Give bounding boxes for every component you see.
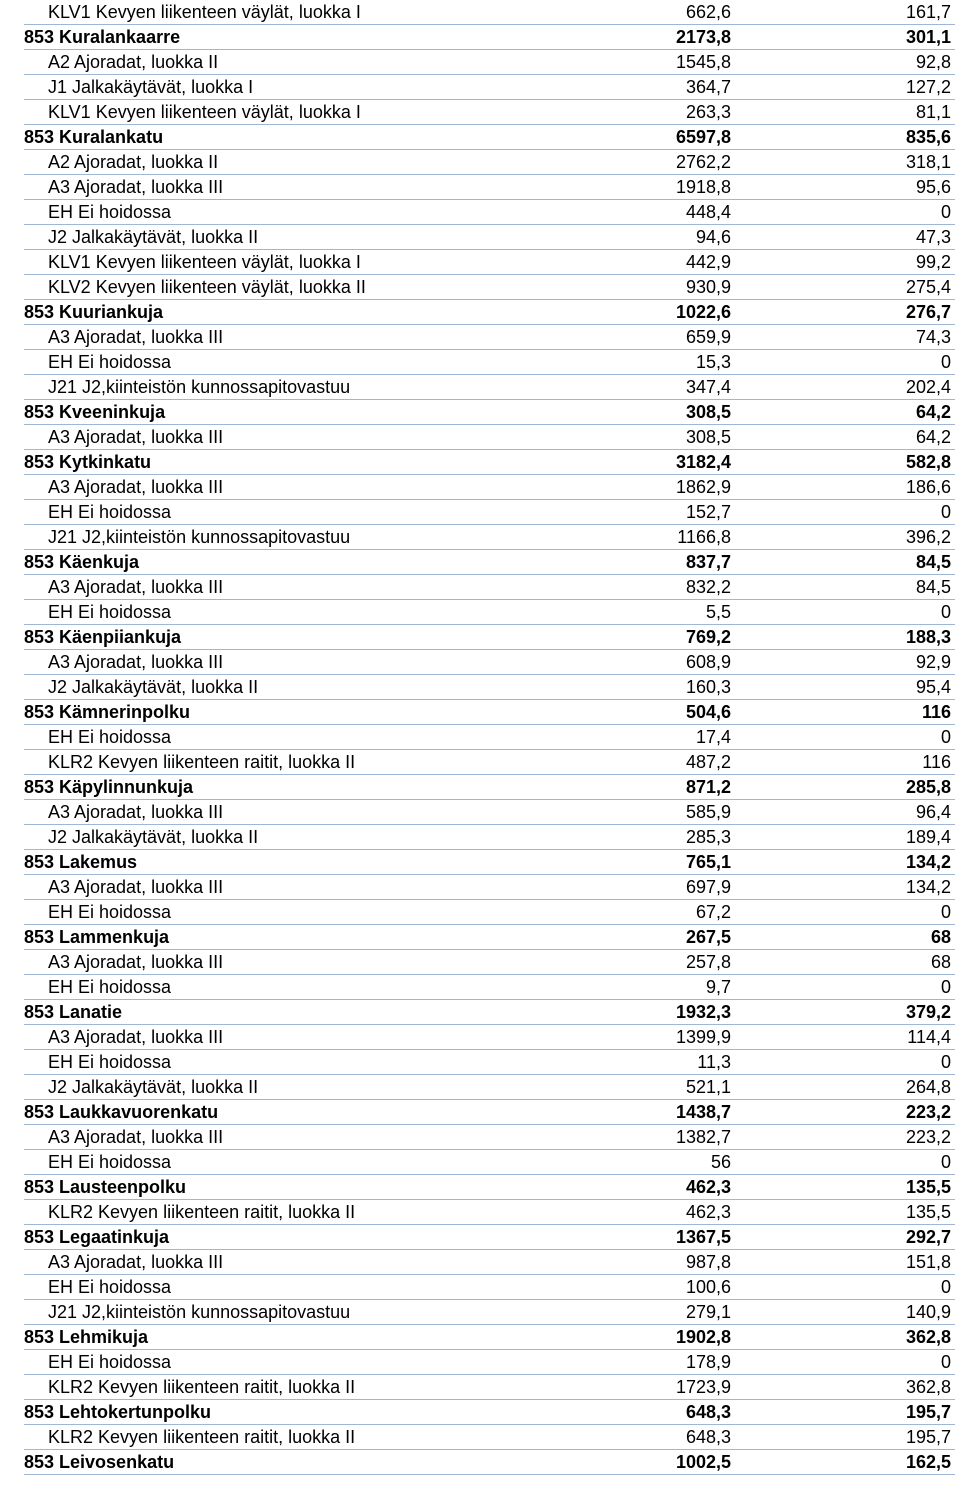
street-total-row <box>24 1325 955 1350</box>
length-value: 114,4 <box>907 1027 951 1047</box>
area-value: 608,9 <box>685 652 731 672</box>
category-row <box>24 1075 955 1100</box>
area-value: 462,3 <box>685 1177 731 1197</box>
length-value: 134,2 <box>905 877 951 897</box>
area-value: 648,3 <box>685 1402 731 1422</box>
street-total-row <box>24 450 955 475</box>
length-value: 95,4 <box>915 677 951 697</box>
category-row <box>24 575 955 600</box>
street-name: 853 Kytkinkatu <box>24 452 152 472</box>
category-row <box>24 375 955 400</box>
area-value: 267,5 <box>685 927 731 947</box>
area-value: 9,7 <box>705 977 731 997</box>
street-name: 853 Kämnerinpolku <box>24 702 191 722</box>
area-value: 832,2 <box>685 577 731 597</box>
area-value: 5,5 <box>705 602 731 622</box>
category-label: A2 Ajoradat, luokka II <box>48 152 219 172</box>
area-value: 2173,8 <box>675 27 731 47</box>
street-total-row <box>24 1400 955 1425</box>
area-value: 3182,4 <box>675 452 731 472</box>
length-value: 95,6 <box>915 177 951 197</box>
street-total-row <box>24 400 955 425</box>
length-value: 0 <box>940 1152 951 1172</box>
area-value: 11,3 <box>697 1052 731 1072</box>
street-total-row <box>24 1100 955 1125</box>
category-label: KLV1 Kevyen liikenteen väylät, luokka I <box>48 2 361 22</box>
area-value: 100,6 <box>685 1277 731 1297</box>
category-label: A3 Ajoradat, luokka III <box>48 802 224 822</box>
length-value: 0 <box>940 1052 951 1072</box>
category-row <box>24 950 955 975</box>
category-row <box>24 825 955 850</box>
category-row <box>24 200 955 225</box>
length-value: 116 <box>921 702 951 722</box>
length-value: 68 <box>930 952 951 972</box>
category-label: A3 Ajoradat, luokka III <box>48 1127 224 1147</box>
category-label: EH Ei hoidossa <box>48 602 172 622</box>
area-value: 504,6 <box>685 702 731 722</box>
length-value: 135,5 <box>905 1177 951 1197</box>
area-value: 285,3 <box>685 827 731 847</box>
length-value: 189,4 <box>905 827 951 847</box>
length-value: 64,2 <box>915 427 951 447</box>
street-total-row <box>24 1450 955 1475</box>
length-value: 99,2 <box>915 252 951 272</box>
length-value: 362,8 <box>905 1377 951 1397</box>
category-row <box>24 975 955 1000</box>
street-name: 853 Legaatinkuja <box>24 1227 170 1247</box>
area-value: 308,5 <box>685 427 731 447</box>
category-label: EH Ei hoidossa <box>48 1152 172 1172</box>
area-value: 56 <box>710 1152 731 1172</box>
street-name: 853 Lehtokertunpolku <box>24 1402 212 1422</box>
area-value: 837,7 <box>685 552 731 572</box>
area-value: 1932,3 <box>675 1002 731 1022</box>
area-value: 347,4 <box>685 377 731 397</box>
area-value: 263,3 <box>685 102 731 122</box>
area-value: 765,1 <box>685 852 731 872</box>
area-value: 279,1 <box>685 1302 731 1322</box>
length-value: 186,6 <box>905 477 951 497</box>
area-value: 15,3 <box>695 352 731 372</box>
area-value: 178,9 <box>685 1352 731 1372</box>
length-value: 127,2 <box>905 77 951 97</box>
area-value: 1723,9 <box>675 1377 731 1397</box>
area-value: 871,2 <box>685 777 731 797</box>
area-value: 152,7 <box>685 502 731 522</box>
length-value: 285,8 <box>905 777 951 797</box>
area-value: 462,3 <box>685 1202 731 1222</box>
length-value: 84,5 <box>915 577 951 597</box>
category-row <box>24 0 955 25</box>
length-value: 0 <box>940 977 951 997</box>
category-row <box>24 525 955 550</box>
category-row <box>24 1375 955 1400</box>
length-value: 264,8 <box>905 1077 951 1097</box>
category-label: KLV1 Kevyen liikenteen väylät, luokka I <box>48 252 361 272</box>
street-name: 853 Käenkuja <box>24 552 140 572</box>
category-row <box>24 600 955 625</box>
street-total-row <box>24 700 955 725</box>
area-value: 6597,8 <box>675 127 731 147</box>
street-total-row <box>24 300 955 325</box>
street-total-row <box>24 1175 955 1200</box>
street-name: 853 Leivosenkatu <box>24 1452 175 1472</box>
area-value: 67,2 <box>695 902 731 922</box>
data-table <box>24 0 955 1475</box>
category-row <box>24 1150 955 1175</box>
category-label: EH Ei hoidossa <box>48 902 172 922</box>
length-value: 135,5 <box>905 1202 951 1222</box>
street-name: 853 Lausteenpolku <box>24 1177 187 1197</box>
area-value: 308,5 <box>685 402 731 422</box>
street-total-row <box>24 625 955 650</box>
length-value: 318,1 <box>905 152 951 172</box>
length-value: 68 <box>930 927 951 947</box>
area-value: 487,2 <box>685 752 731 772</box>
street-name: 853 Lehmikuja <box>24 1327 149 1347</box>
length-value: 379,2 <box>905 1002 951 1022</box>
category-row <box>24 1050 955 1075</box>
length-value: 162,5 <box>905 1452 951 1472</box>
category-row <box>24 1125 955 1150</box>
area-value: 17,4 <box>695 727 731 747</box>
area-value: 659,9 <box>685 327 731 347</box>
category-label: EH Ei hoidossa <box>48 1052 172 1072</box>
category-label: KLR2 Kevyen liikenteen raitit, luokka II <box>48 1377 356 1397</box>
category-row <box>24 1350 955 1375</box>
category-row <box>24 1200 955 1225</box>
street-total-row <box>24 550 955 575</box>
category-label: EH Ei hoidossa <box>48 502 172 522</box>
category-row <box>24 150 955 175</box>
category-label: J2 Jalkakäytävät, luokka II <box>48 827 259 847</box>
street-total-row <box>24 1000 955 1025</box>
length-value: 276,7 <box>905 302 951 322</box>
category-row <box>24 350 955 375</box>
category-row <box>24 250 955 275</box>
category-row <box>24 1025 955 1050</box>
category-row <box>24 225 955 250</box>
area-value: 1399,9 <box>675 1027 731 1047</box>
area-value: 1367,5 <box>675 1227 731 1247</box>
length-value: 188,3 <box>905 627 951 647</box>
category-label: J2 Jalkakäytävät, luokka II <box>48 677 259 697</box>
length-value: 151,8 <box>905 1252 951 1272</box>
category-row <box>24 1425 955 1450</box>
category-label: A3 Ajoradat, luokka III <box>48 652 224 672</box>
area-value: 448,4 <box>685 202 731 222</box>
area-value: 1022,6 <box>675 302 731 322</box>
category-row <box>24 500 955 525</box>
category-label: J2 Jalkakäytävät, luokka II <box>48 1077 259 1097</box>
street-total-row <box>24 850 955 875</box>
area-value: 662,6 <box>685 2 731 22</box>
area-value: 1382,7 <box>675 1127 731 1147</box>
street-name: 853 Lammenkuja <box>24 927 170 947</box>
category-label: EH Ei hoidossa <box>48 1277 172 1297</box>
street-name: 853 Käenpiiankuja <box>24 627 182 647</box>
category-row <box>24 675 955 700</box>
category-row <box>24 800 955 825</box>
street-total-row <box>24 1225 955 1250</box>
length-value: 161,7 <box>905 2 951 22</box>
category-label: J21 J2,kiinteistön kunnossapitovastuu <box>48 377 351 397</box>
category-label: A3 Ajoradat, luokka III <box>48 1027 224 1047</box>
length-value: 0 <box>940 602 951 622</box>
area-value: 1002,5 <box>675 1452 731 1472</box>
area-value: 521,1 <box>685 1077 731 1097</box>
category-label: J2 Jalkakäytävät, luokka II <box>48 227 259 247</box>
category-row <box>24 475 955 500</box>
length-value: 0 <box>940 1352 951 1372</box>
category-label: J21 J2,kiinteistön kunnossapitovastuu <box>48 527 351 547</box>
category-row <box>24 75 955 100</box>
length-value: 582,8 <box>905 452 951 472</box>
category-label: A2 Ajoradat, luokka II <box>48 52 219 72</box>
length-value: 301,1 <box>905 27 951 47</box>
area-value: 1862,9 <box>675 477 731 497</box>
length-value: 223,2 <box>905 1127 951 1147</box>
area-value: 1918,8 <box>675 177 731 197</box>
street-name: 853 Lanatie <box>24 1002 123 1022</box>
length-value: 74,3 <box>915 327 951 347</box>
area-value: 648,3 <box>685 1427 731 1447</box>
category-label: EH Ei hoidossa <box>48 1352 172 1372</box>
category-row <box>24 875 955 900</box>
category-label: KLR2 Kevyen liikenteen raitit, luokka II <box>48 1202 356 1222</box>
category-label: EH Ei hoidossa <box>48 352 172 372</box>
category-row <box>24 1275 955 1300</box>
area-value: 769,2 <box>685 627 731 647</box>
category-row <box>24 1300 955 1325</box>
area-value: 1166,8 <box>677 527 731 547</box>
length-value: 835,6 <box>905 127 951 147</box>
category-row <box>24 900 955 925</box>
category-row <box>24 1250 955 1275</box>
category-label: A3 Ajoradat, luokka III <box>48 327 224 347</box>
category-row <box>24 425 955 450</box>
length-value: 116 <box>922 752 951 772</box>
category-label: A3 Ajoradat, luokka III <box>48 577 224 597</box>
category-row <box>24 650 955 675</box>
area-value: 442,9 <box>685 252 731 272</box>
area-value: 257,8 <box>685 952 731 972</box>
area-value: 697,9 <box>685 877 731 897</box>
length-value: 84,5 <box>915 552 951 572</box>
category-row <box>24 750 955 775</box>
category-label: A3 Ajoradat, luokka III <box>48 177 224 197</box>
category-label: EH Ei hoidossa <box>48 727 172 747</box>
length-value: 195,7 <box>905 1402 951 1422</box>
category-label: KLV1 Kevyen liikenteen väylät, luokka I <box>48 102 361 122</box>
length-value: 0 <box>940 352 951 372</box>
category-label: A3 Ajoradat, luokka III <box>48 952 224 972</box>
length-value: 396,2 <box>905 527 951 547</box>
category-label: KLR2 Kevyen liikenteen raitit, luokka II <box>48 1427 356 1447</box>
category-label: J21 J2,kiinteistön kunnossapitovastuu <box>48 1302 351 1322</box>
length-value: 92,8 <box>915 52 951 72</box>
street-name: 853 Kuralankaarre <box>24 27 181 47</box>
street-name: 853 Kveeninkuja <box>24 402 166 422</box>
length-value: 47,3 <box>915 227 951 247</box>
category-row <box>24 175 955 200</box>
area-value: 987,8 <box>685 1252 731 1272</box>
length-value: 292,7 <box>905 1227 951 1247</box>
area-value: 1438,7 <box>675 1102 731 1122</box>
area-value: 364,7 <box>685 77 731 97</box>
area-value: 94,6 <box>695 227 731 247</box>
category-label: A3 Ajoradat, luokka III <box>48 427 224 447</box>
category-row <box>24 100 955 125</box>
category-row <box>24 725 955 750</box>
street-total-row <box>24 125 955 150</box>
street-total-row <box>24 775 955 800</box>
length-value: 64,2 <box>915 402 951 422</box>
length-value: 0 <box>940 902 951 922</box>
area-value: 2762,2 <box>675 152 731 172</box>
category-label: A3 Ajoradat, luokka III <box>48 877 224 897</box>
length-value: 81,1 <box>915 102 951 122</box>
category-row <box>24 50 955 75</box>
length-value: 202,4 <box>905 377 951 397</box>
street-name: 853 Laukkavuorenkatu <box>24 1102 219 1122</box>
category-label: A3 Ajoradat, luokka III <box>48 1252 224 1272</box>
street-total-row <box>24 25 955 50</box>
category-label: A3 Ajoradat, luokka III <box>48 477 224 497</box>
length-value: 140,9 <box>905 1302 951 1322</box>
length-value: 0 <box>940 202 951 222</box>
street-name: 853 Kuuriankuja <box>24 302 164 322</box>
category-row <box>24 325 955 350</box>
length-value: 275,4 <box>905 277 951 297</box>
street-name: 853 Käpylinnunkuja <box>24 777 194 797</box>
street-name: 853 Lakemus <box>24 852 138 872</box>
area-value: 160,3 <box>685 677 731 697</box>
length-value: 134,2 <box>905 852 951 872</box>
length-value: 92,9 <box>915 652 951 672</box>
length-value: 0 <box>940 727 951 747</box>
length-value: 195,7 <box>905 1427 951 1447</box>
category-label: EH Ei hoidossa <box>48 202 172 222</box>
length-value: 223,2 <box>905 1102 951 1122</box>
category-row <box>24 275 955 300</box>
street-name: 853 Kuralankatu <box>24 127 164 147</box>
area-value: 585,9 <box>685 802 731 822</box>
area-value: 930,9 <box>685 277 731 297</box>
area-value: 1902,8 <box>675 1327 731 1347</box>
length-value: 96,4 <box>915 802 951 822</box>
category-label: EH Ei hoidossa <box>48 977 172 997</box>
length-value: 0 <box>940 502 951 522</box>
length-value: 362,8 <box>905 1327 951 1347</box>
length-value: 0 <box>940 1277 951 1297</box>
category-label: KLV2 Kevyen liikenteen väylät, luokka II <box>48 277 366 297</box>
street-total-row <box>24 925 955 950</box>
category-label: J1 Jalkakäytävät, luokka I <box>48 77 254 97</box>
category-label: KLR2 Kevyen liikenteen raitit, luokka II <box>48 752 356 772</box>
area-value: 1545,8 <box>675 52 731 72</box>
